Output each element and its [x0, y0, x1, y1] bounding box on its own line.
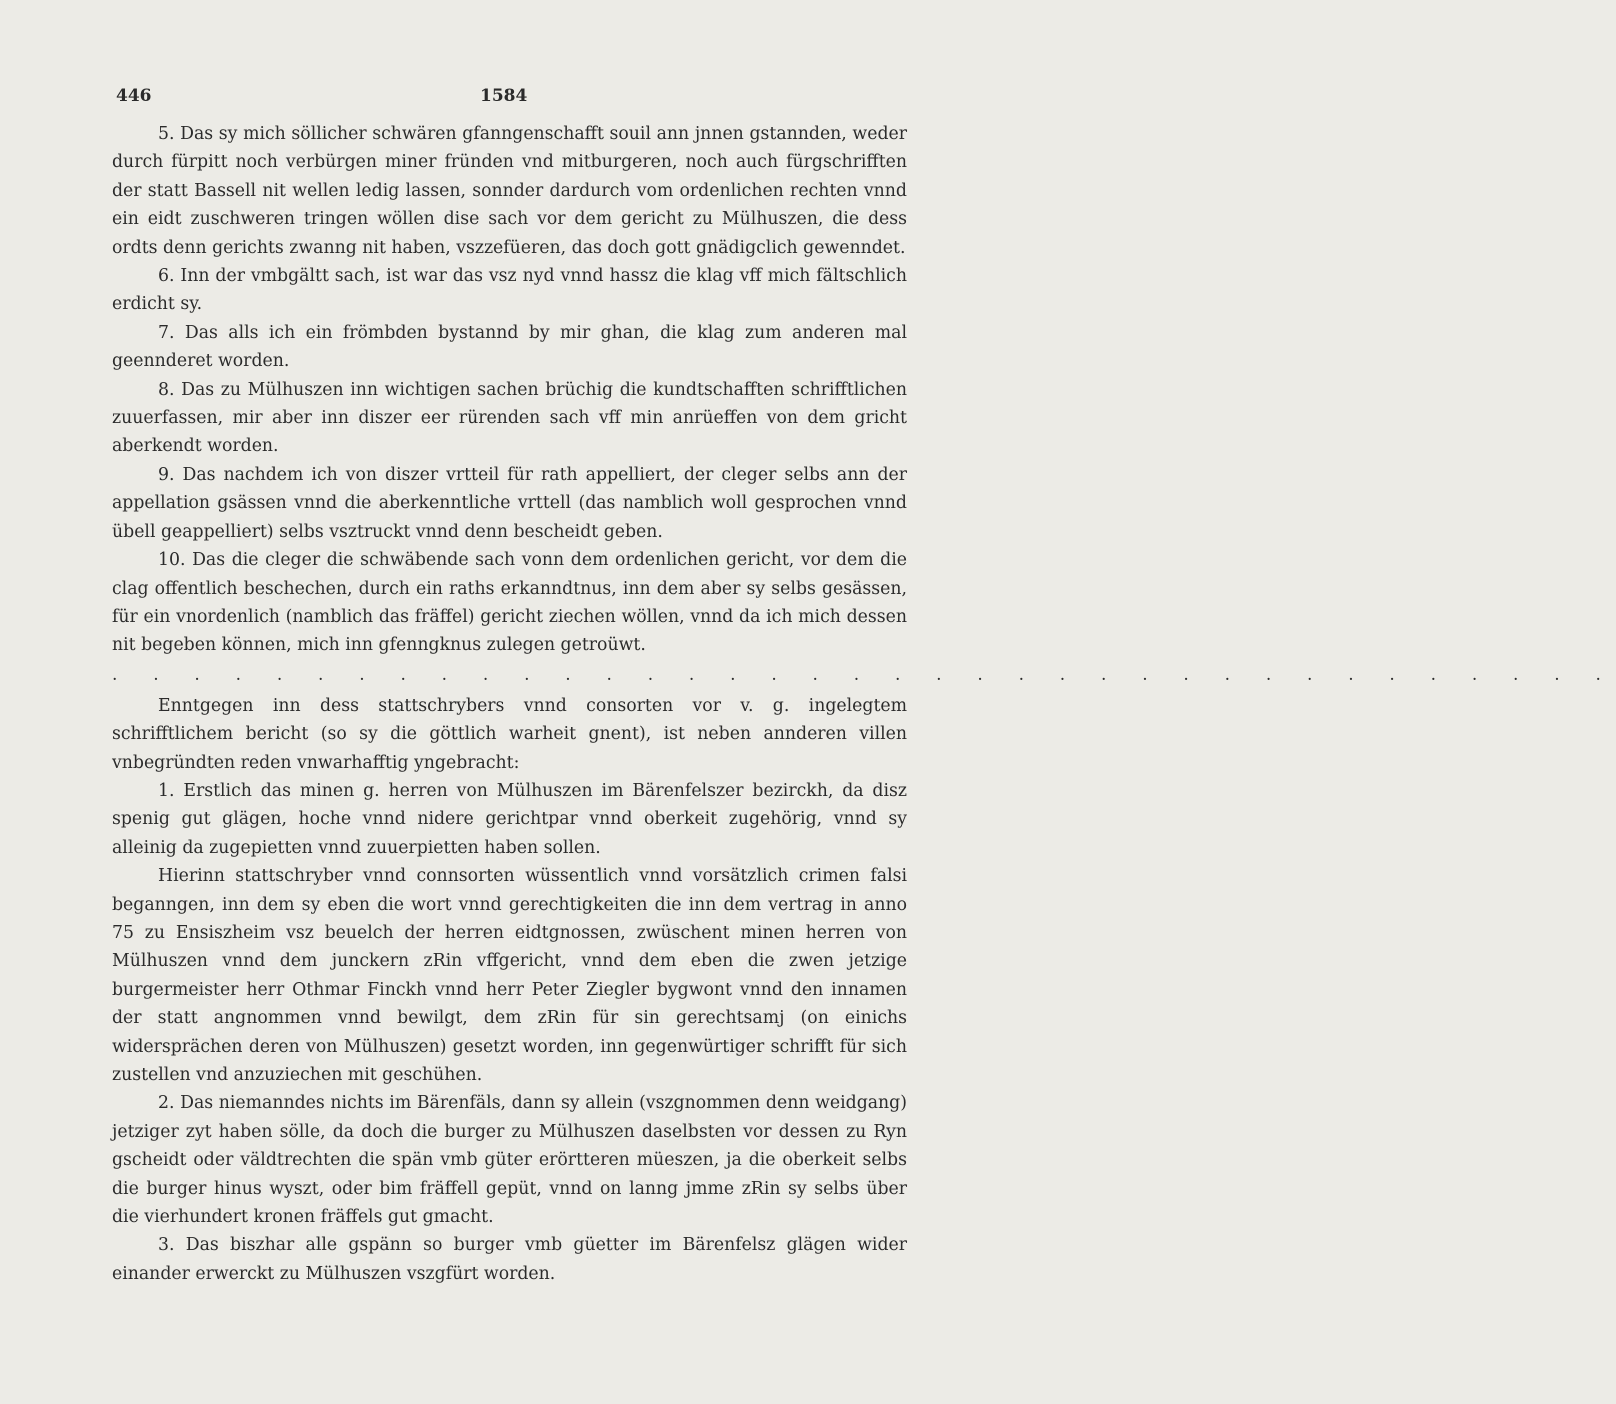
paragraph-5: 5. Das sy mich söllicher schwären gfanngenschafft souil ann jnnen gstannden, weder durch fürpitt noch verbürgen miner fründen vnd mitburgeren, noch auch fürgschrifften der statt Bassell nit wellen ledig lassen, sonnder dardurch vom ordenlichen rechten vnnd ein eidt zuschweren tringen wöllen dise sach vor dem gericht zu Mülhuszen, die dess ordts denn gerichts zwanng nit haben, vszzefüeren, das doch gott gnädigclich gewenndet. [112, 124, 907, 258]
paragraph-hierinn: Hierinn stattschryber vnnd connsorten wüssentlich vnnd vorsätzlich crimen falsi beganngen, inn dem sy eben die wort vnnd gerechtigkeiten die inn dem vertrag in anno 75 zu Ensiszheim vsz beuelch der herren eidtgnossen, zwüschent minen herren von Mülhuszen vnnd dem junckern zRin vffgericht, vnnd dem eben die zwen jetzige burgermeister herr Othmar Finckh vnnd herr Peter Ziegler bygwont vnnd den innamen der statt angnommen vnnd bewilgt, dem zRin für sin gerechtsamj (on einichs widersprächen deren von Mülhuszen) gesetzt worden, inn gegenwürtiger schrifft für sich zustellen vnd anzuziechen mit geschühen. [112, 866, 907, 1085]
page-year-heading: 1584 [480, 86, 528, 106]
paragraph-9: 9. Das nachdem ich von diszer vrtteil für rath appelliert, der cleger selbs ann der appellation gsässen vnnd die aberkenntliche vrttell (das namblich woll gesprochen vnnd übell geappelliert) selbs vsztruckt vnnd denn bescheidt geben. [112, 464, 907, 542]
omission-dots-separator: . . . . . . . . . . . . . . . . . . . . . . . . . . . . . . . . . . . . . [112, 664, 1616, 685]
paragraph-intro-response: Enntgegen inn dess stattschrybers vnnd consorten vor v. g. ingelegtem schrifftlichem bericht (so sy die göttlich warheit gnent), ist neben annderen villen vnbegründten reden vnwarhafftig yngebracht: [112, 695, 907, 773]
paragraph-8: 8. Das zu Mülhuszen inn wichtigen sachen brüchig die kundtschafften schrifftlichen zuuerfassen, mir aber inn diszer eer rürenden sach vff min anrüeffen von dem gricht aberkendt worden. [112, 379, 907, 457]
paragraph-10: 10. Das die cleger die schwäbende sach vonn dem ordenlichen gericht, vor dem die clag offentlich beschechen, durch ein raths erkanndtnus, inn dem aber sy selbs gesässen, für ein vnordenlich (namblich das fräffel) gericht ziechen wöllen, vnnd da ich mich dessen nit begeben können, mich inn gfenngknus zulegen getroüwt. [112, 550, 907, 656]
paragraph-point-1: 1. Erstlich das minen g. herren von Mülhuszen im Bärenfelszer bezirckh, da disz spenig gut glägen, hoche vnnd nidere gerichtpar vnnd oberkeit zugehörig, vnnd sy alleinig da zugepietten vnnd zuuerpietten haben sollen. [112, 780, 907, 858]
paragraph-point-3: 3. Das biszhar alle gspänn so burger vmb güetter im Bärenfelsz glägen wider einander erwerckt zu Mülhuszen vszgfürt worden. [112, 1235, 907, 1284]
paragraph-7: 7. Das alls ich ein frömbden bystannd by mir ghan, die klag zum anderen mal geennderet worden. [112, 322, 907, 372]
page-number: 446 [116, 86, 152, 106]
page-header [0, 86, 1000, 110]
paragraph-point-2: 2. Das niemanndes nichts im Bärenfäls, dann sy allein (vszgnommen denn weidgang) jetziger zyt haben sölle, da doch die burger zu Mülhuszen daselbsten vor dessen zu Ryn gscheidt oder väldtrechten die spän vmb güter erörtteren müeszen, ja die oberkeit selbs die burger hinus wyszt, oder bim fräffell gepüt, vnnd on lanng jmme zRin sy selbs über die vierhundert kronen fräffels gut gmacht. [112, 1093, 907, 1228]
body-text [112, 120, 1616, 1288]
paragraph-6: 6. Inn der vmbgältt sach, ist war das vsz nyd vnnd hassz die klag vff mich fältschlich erdicht sy. [112, 266, 907, 315]
